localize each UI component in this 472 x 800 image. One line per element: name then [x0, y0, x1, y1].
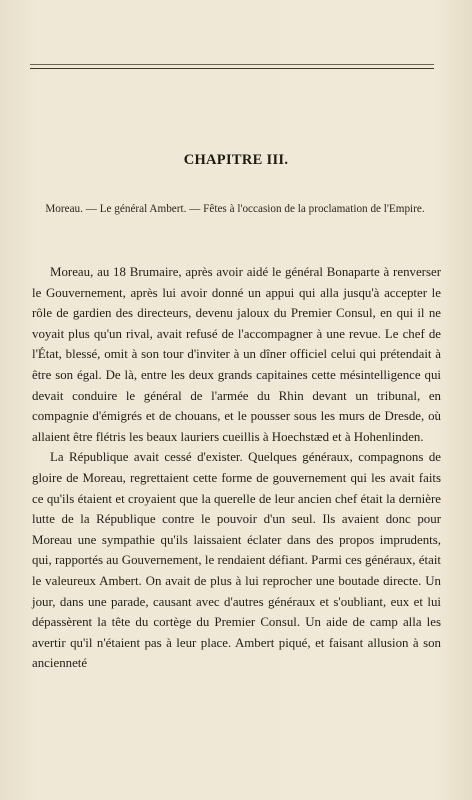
paragraph-1: Moreau, au 18 Brumaire, après avoir aidé le général Bonaparte à renverser le Gouvernement, après lui avoir donné un appui qui alla jusqu'à accepter le rôle de gardien des directeurs, devenu jaloux du Premier Consul, en qui il ne voyait plus qu'un rival, avait refusé de l'accompagner à une revue. Le chef de l'État, blessé, omit à son tour d'inviter à un dîner officiel celui qui prétendait à être son égal. De là, entre les deux grands capitaines cette mésintelligence qui devait conduire le général de l'armée du Rhin devant un tribunal, en compagnie d'émigrés et de chouans, et le pousser sous les murs de Dresde, où allaient être flétris les beaux lauriers cueillis à Hoechstæd et à Hohenlinden.: [32, 265, 441, 444]
header-rule-thick: [30, 68, 434, 69]
header-rule-thin: [30, 64, 434, 65]
chapter-body: [32, 262, 441, 674]
chapter-summary: Moreau. — Le général Ambert. — Fêtes à l'occasion de la proclamation de l'Empire.: [45, 203, 425, 215]
chapter-title: CHAPITRE III.: [183, 152, 289, 168]
paragraph-2: La République avait cessé d'exister. Quelques généraux, compagnons de gloire de Moreau, regrettaient cette forme de gouvernement qui les avait faits ce qu'ils étaient et croyaient que la querelle de leur ancien chef était la dernière lutte de la République contre le pouvoir d'un seul. Ils avaient donc pour Moreau une sympathie qu'ils laissaient éclater dans des propos imprudents, qui, rapportés au Gouvernement, le rendaient défiant. Parmi ces généraux, était le valeureux Ambert. On avait de plus à lui reprocher une boutade directe. Un jour, dans une parade, causant avec d'autres généraux et s'oubliant, eux et lui dépassèrent la tête du cortège du Premier Consul. Un aide de camp alla les avertir qu'il n'étaient pas à leur place. Ambert piqué, et faisant allusion à son ancienneté: [32, 450, 441, 671]
